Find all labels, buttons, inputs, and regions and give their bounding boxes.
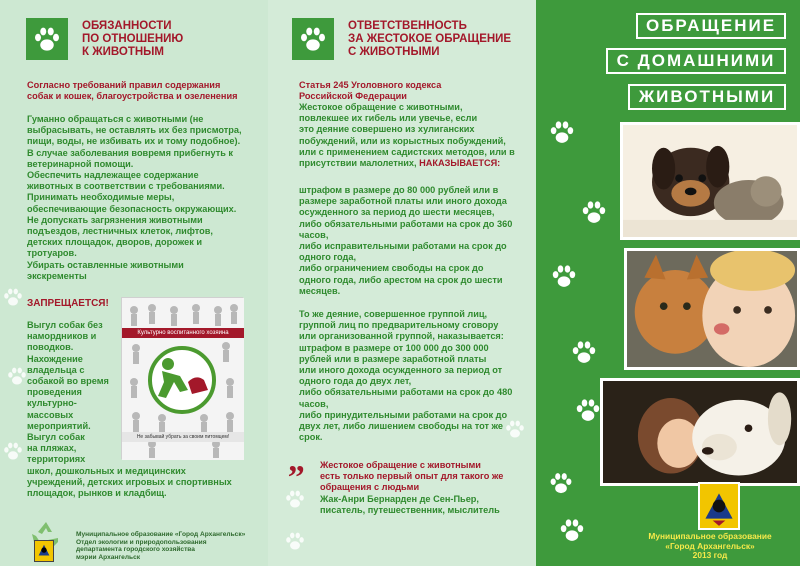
duties-line: обеспечивающие безопасность окружающих. (27, 203, 237, 214)
duties-heading-line: ПО ОТНОШЕНИЮ (82, 33, 184, 45)
left-footer-line: Муниципальное образование «Город Архангельск» (76, 531, 246, 538)
punishable-word: НАКАЗЫВАЕТСЯ: (419, 158, 501, 169)
article-line: срок. (299, 432, 323, 443)
poster-top-text: Культурно воспитанного хозяина (137, 330, 229, 336)
responsibility-heading-line: ЗА ЖЕСТОКОЕ ОБРАЩЕНИЕ (348, 33, 512, 45)
article-line: двух лет, либо лишением свободы на тот же (299, 421, 504, 432)
quote-mark: „ (288, 442, 305, 479)
forbidden-label: ЗАПРЕЩАЕТСЯ! (27, 298, 109, 309)
duties-line: Принимать необходимые меры, (27, 192, 175, 203)
article-line: или с применением садистских методов, или в (299, 146, 515, 157)
paw-icon (548, 470, 574, 496)
duties-line: тротуаров. (27, 248, 77, 259)
forbidden-line: территориях (27, 454, 86, 465)
article-line: рублей или в размере заработной платы (299, 353, 487, 364)
duties-line: ветеринарной помощи. (27, 158, 134, 169)
left-footer-text (76, 531, 245, 561)
cover-footer-line: 2013 год (692, 550, 728, 561)
forbidden-line: культурно- (27, 398, 77, 409)
duties-heading (82, 20, 183, 59)
duties-line: подъездов, лестничных клеток, лифтов, (27, 226, 213, 237)
paw-icon (548, 118, 576, 146)
forbidden-line: на пляжах, (27, 443, 77, 454)
article-line: либо исправительными работами на срок до (299, 241, 507, 252)
forbidden-line: Выгул собак без (27, 320, 103, 330)
duties-line: выбрасывать, не оставлять их без присмотра, (27, 125, 242, 136)
duties-line: Не допускать загрязнения животными (27, 214, 203, 225)
article-title-line: Российской Федерации (299, 91, 407, 102)
left-footer-line: Отдел экологии и природопользования (76, 538, 207, 546)
article-line-text: присутствии малолетних, (299, 158, 420, 169)
quote-line: есть только первый опыт для такого же (320, 471, 504, 482)
paw-icon (284, 488, 306, 510)
article-para-2 (299, 185, 512, 297)
paw-icon (2, 440, 24, 462)
duties-heading-line: ОБЯЗАННОСТИ (82, 20, 172, 32)
article-line: или иного дохода осужденного за период от (299, 365, 503, 376)
forbidden-line: Нахождение (27, 353, 83, 364)
article-line (299, 158, 515, 169)
article-line: штрафом в размере до 80 000 рублей или в (299, 185, 499, 195)
article-line: месяцев. (299, 285, 341, 296)
duties-line: пищи, воды, не избивать их и тому подобное). (27, 136, 241, 147)
duties-heading-line: К ЖИВОТНЫМ (82, 46, 165, 58)
quote-author-line: писатель, путешественник, мыслитель (320, 505, 500, 516)
rules-intro (27, 80, 237, 102)
article-line: повлекшее их гибель или увечье, если (299, 113, 478, 124)
forbidden-line: Выгул собак (27, 432, 85, 443)
paw-icon (570, 338, 598, 366)
clean-up-poster (121, 297, 243, 459)
cover-title-line-1: ОБРАЩЕНИЕ (636, 13, 786, 39)
rules-intro-line: собак и кошек, благоустройства и озеленения (27, 91, 238, 102)
forbidden-line: учреждений, детских игровых и спортивных (27, 477, 232, 488)
article-line: группой лиц по предварительному сговору (299, 320, 499, 331)
quote-line: Жестокое обращение с животными (320, 460, 481, 470)
article-line: побуждений, или из корыстных побуждений, (299, 135, 506, 146)
article-line: одного года, (299, 252, 357, 263)
article-para-3 (299, 309, 512, 443)
article-line: либо принудительными работами на срок до (299, 409, 508, 420)
article-line: одного года, либо арестом на срок до шести (299, 274, 503, 285)
article-line: осужденного за период до шести месяцев, (299, 207, 495, 218)
responsibility-heading (348, 20, 511, 59)
quote-line: обращения с людьми (320, 482, 420, 493)
duties-line: Гуманно обращаться с животными (не (27, 114, 204, 124)
paw-icon (284, 530, 306, 552)
article-line: либо обязательными работами на срок до 360 (299, 218, 513, 229)
paw-icon (574, 396, 602, 424)
responsibility-heading-line: С ЖИВОТНЫМИ (348, 46, 440, 58)
cover-title-line-2: С ДОМАШНИМИ (606, 48, 786, 74)
left-panel (0, 0, 268, 566)
forbidden-line: проведения (27, 387, 82, 398)
cover-title-line-3: ЖИВОТНЫМИ (628, 84, 786, 110)
quote-author (320, 494, 500, 516)
forbidden-line: массовых (27, 409, 74, 420)
article-line: это деяние совершено из хулиганских (299, 124, 475, 135)
forbidden-line: намордников и (27, 331, 97, 342)
quote-author-line: Жак-Анри Бернарден де Сен-Пьер, (320, 494, 479, 504)
forbidden-line: площадок, рынков и кладбищ. (27, 488, 167, 499)
duties-line: Убирать оставленные животными (27, 259, 184, 270)
cover-footer-text (620, 532, 800, 561)
left-footer-line: мэрии Архангельск (76, 553, 141, 561)
cat-child-photo (624, 248, 800, 370)
article-line: размере заработной платы или иного дохода (299, 196, 507, 207)
article-line: Жестокое обращение с животными, (299, 102, 463, 112)
poster-bottom-text: Не забывай убрать за своим питомцем! (136, 434, 230, 440)
paw-icon (504, 418, 526, 440)
responsibility-heading-line: ОТВЕТСТВЕННОСТЬ (348, 20, 467, 32)
forbidden-line: собакой во время (27, 376, 109, 387)
article-para-1 (299, 102, 515, 169)
rules-intro-line: Согласно требований правил содержания (27, 80, 221, 90)
paw-icon (2, 286, 24, 308)
article-title-line: Статья 245 Уголовного кодекса (299, 80, 442, 90)
left-footer-line: департамента городского хозяйства (76, 546, 195, 554)
forbidden-line: мероприятий. (27, 420, 91, 431)
forbidden-list-wide (27, 466, 232, 500)
article-title (299, 80, 441, 102)
girl-dog-photo (600, 378, 800, 486)
paw-icon (550, 262, 578, 290)
duties-line: детских площадок, дворов, дорожек и (27, 237, 203, 248)
cover-footer-line: «Город Архангельск» (665, 540, 755, 551)
article-line: либо ограничением свободы на срок до (299, 263, 484, 274)
duties-line: животных в соответствии с требованиями. (27, 181, 225, 192)
paw-icon (26, 18, 68, 60)
duties-line: В случае заболевания вовремя прибегнуть к (27, 147, 233, 158)
duties-line: Обеспечить надлежащее содержание (27, 170, 199, 181)
duties-list (27, 114, 242, 282)
forbidden-list-narrow (27, 320, 109, 466)
duties-line: экскременты (27, 270, 87, 281)
coat-of-arms-icon (34, 540, 54, 562)
forbidden-line: школ, дошкольных и медицинских (27, 466, 186, 476)
article-line: штрафом в размере от 100 000 до 300 000 (299, 342, 489, 353)
article-line: часов, (299, 398, 329, 409)
article-line: одного года до двух лет, (299, 376, 412, 387)
article-line: То же деяние, совершенное группой лиц, (299, 309, 488, 319)
middle-panel (268, 0, 536, 566)
paw-icon (558, 516, 586, 544)
article-line: или организованной группой, наказывается: (299, 331, 504, 342)
cover-footer-line: Муниципальное образование (648, 531, 772, 541)
coat-of-arms-icon (698, 482, 740, 530)
paw-icon (6, 365, 28, 387)
puppy-kitten-photo (620, 122, 800, 240)
paw-icon (292, 18, 334, 60)
forbidden-line: владельца с (27, 364, 85, 375)
article-line: часов, (299, 229, 329, 240)
forbidden-line: поводков. (27, 342, 74, 353)
article-line: либо обязательными работами на срок до 480 (299, 387, 513, 398)
paw-icon (580, 198, 608, 226)
quote-text (320, 460, 503, 494)
